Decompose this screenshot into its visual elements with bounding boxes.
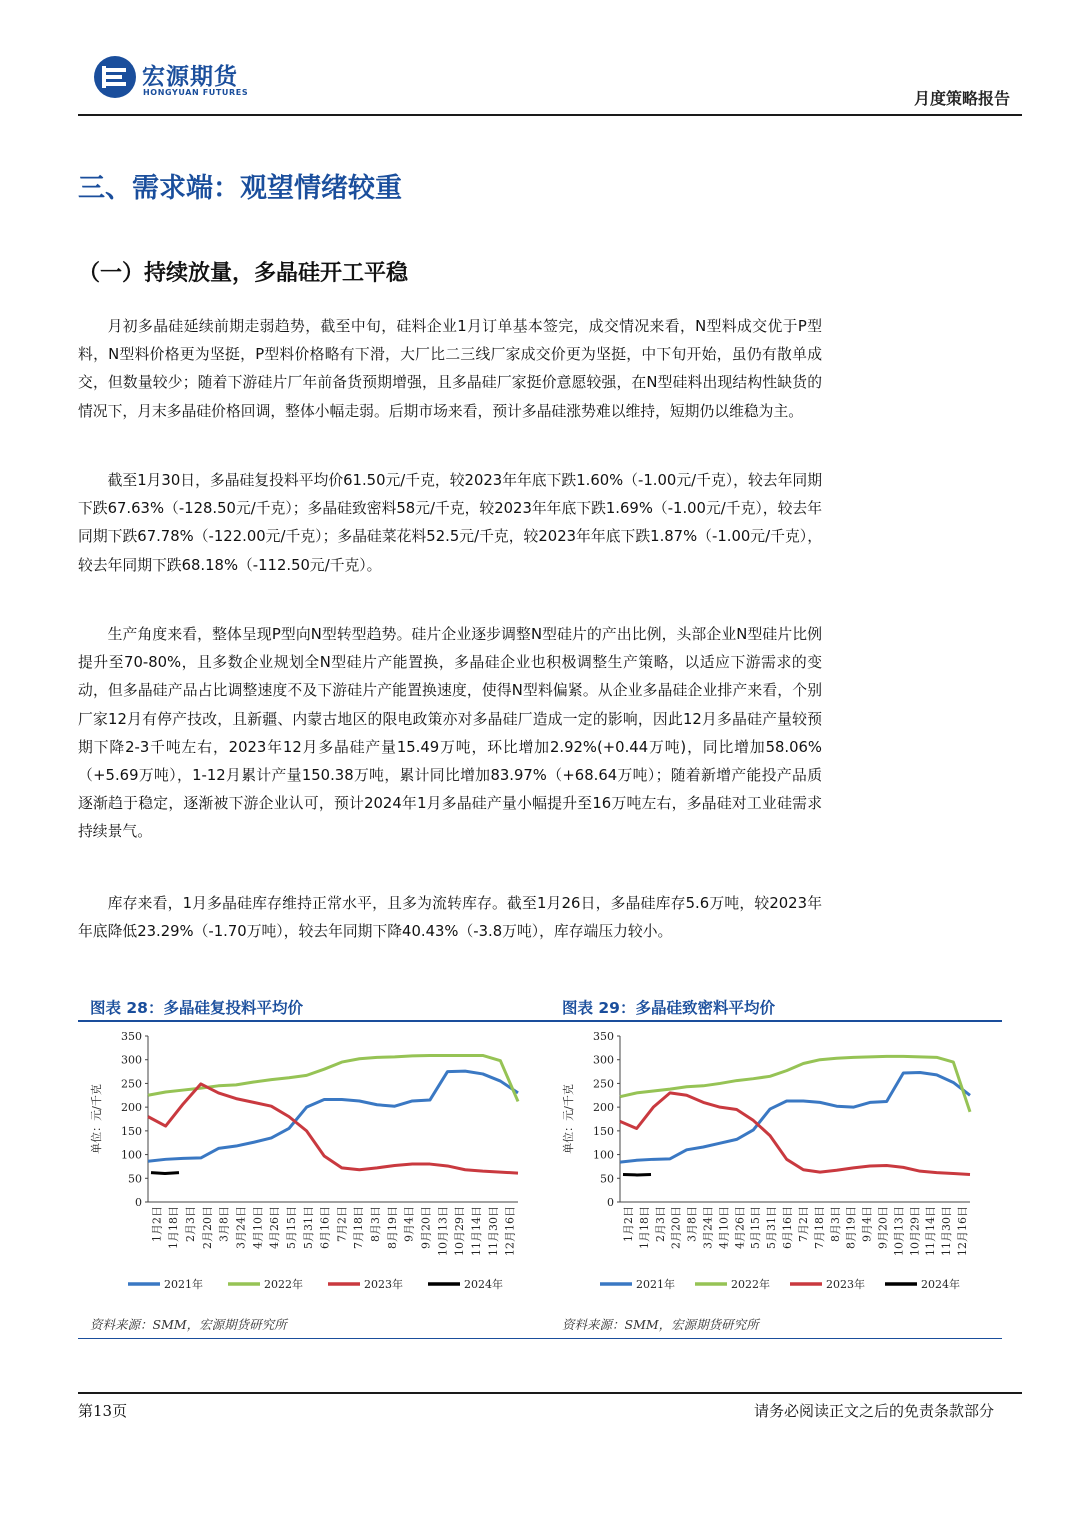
legend-label: 2021年 — [164, 1278, 203, 1291]
chart-recycled-polysilicon-price — [78, 1026, 550, 1312]
x-tick-label: 7月2日 — [796, 1206, 810, 1242]
x-tick-label: 12月16日 — [503, 1206, 517, 1256]
paragraph-prices: 截至1月30日，多晶硅复投料平均价61.50元/千克，较2023年年底下跌1.60%（-1.00元/千克），较去年同期下跌67.63%（-128.50元/千克）；多晶硅致密料58元/千克，较2023年年底下跌1.69%（-1.00元/千克），较去年同期下跌67.78%（-122.00元/千克）；多晶硅菜花料52.5元/千克，较2023年年底下跌1.87%（-1.00元/千克），较去年同期下跌68.18%（-112.50元/千克）。 — [78, 472, 822, 574]
x-tick-label: 11月14日 — [924, 1206, 938, 1256]
x-tick-label: 5月31日 — [301, 1206, 315, 1249]
figure-bottom-rule — [550, 1338, 1002, 1339]
series-line-1 — [620, 1056, 970, 1111]
x-tick-label: 2月3日 — [653, 1206, 667, 1242]
x-tick-label: 3月24日 — [234, 1206, 248, 1249]
legend-label: 2023年 — [364, 1278, 403, 1291]
paragraph-production: 生产角度来看，整体呈现P型向N型转型趋势。硅片企业逐步调整N型硅片的产出比例，头部企业N型硅片比例提升至70-80%，且多数企业规划全N型硅片产能置换，多晶硅企业也积极调整生产策略，以适应下游需求的变动，但多晶硅产品占比调整速度不及下游硅片产能置换速度，使得N型料偏紧。从企业多晶硅企业排产来看，个别厂家12月有停产技改，且新疆、内蒙古地区的限电政策亦对多晶硅厂造成一定的影响，因此12月多晶硅产量较预期下降2-3千吨左右，2023年12月多晶硅产量15.49万吨，环比增加2.92%(+0.44万吨)，同比增加58.06%（+5.69万吨），1-12月累计产量150.38万吨，累计同比增加83.97%（+68.64万吨）；随着新增产能投产品质逐渐趋于稳定，逐渐被下游企业认可，预计2024年1月多晶硅产量小幅提升至16万吨左右，多晶硅对工业硅需求持续景气。 — [78, 626, 822, 841]
x-tick-label: 10月29日 — [908, 1206, 922, 1256]
x-tick-label: 9月4日 — [402, 1206, 416, 1242]
figure-29 — [550, 992, 1002, 1342]
y-tick-label: 100 — [593, 1148, 614, 1162]
x-tick-label: 1月2日 — [150, 1206, 164, 1242]
y-axis-label: 单位：元/千克 — [562, 1084, 575, 1154]
x-tick-label: 12月16日 — [956, 1206, 970, 1256]
y-tick-label: 150 — [593, 1124, 614, 1138]
y-tick-label: 150 — [121, 1124, 142, 1138]
x-tick-label: 5月31日 — [765, 1206, 779, 1249]
x-tick-label: 11月14日 — [469, 1206, 483, 1256]
x-tick-label: 1月18日 — [637, 1206, 651, 1249]
x-tick-label: 1月2日 — [621, 1206, 635, 1242]
footer-divider — [78, 1392, 1022, 1394]
x-tick-label: 3月24日 — [701, 1206, 715, 1249]
y-tick-label: 250 — [593, 1077, 614, 1091]
series-line-3 — [151, 1173, 179, 1174]
y-tick-label: 350 — [121, 1030, 142, 1043]
figure-title: 图表 28：多晶硅复投料平均价 — [90, 999, 303, 1017]
figure-title-rule — [78, 1020, 550, 1022]
disclaimer-note: 请务必阅读正文之后的免责条款部分 — [753, 1402, 994, 1420]
x-tick-label: 10月13日 — [436, 1206, 450, 1256]
figure-source: 资料来源：SMM，宏源期货研究所 — [90, 1317, 287, 1332]
series-line-1 — [148, 1055, 518, 1101]
x-tick-label: 4月26日 — [268, 1206, 282, 1249]
x-tick-label: 6月16日 — [318, 1206, 332, 1249]
chart-dense-polysilicon-price — [550, 1026, 1002, 1312]
legend-label: 2024年 — [921, 1278, 960, 1291]
report-type: 月度策略报告 — [913, 89, 1010, 108]
x-tick-label: 9月4日 — [860, 1206, 874, 1242]
y-axis-label: 单位：元/千克 — [90, 1084, 103, 1154]
legend-label: 2021年 — [636, 1278, 675, 1291]
y-tick-label: 250 — [121, 1077, 142, 1091]
y-tick-label: 0 — [607, 1196, 614, 1209]
x-tick-label: 7月2日 — [335, 1206, 349, 1242]
x-tick-label: 3月8日 — [217, 1206, 231, 1242]
figure-title-rule — [550, 1020, 1002, 1022]
y-tick-label: 200 — [593, 1101, 614, 1115]
series-line-2 — [148, 1084, 518, 1173]
y-tick-label: 0 — [135, 1196, 142, 1209]
x-tick-label: 2月3日 — [184, 1206, 198, 1242]
figure-source: 资料来源：SMM，宏源期货研究所 — [562, 1317, 759, 1332]
logo-chinese-name: 宏源期货 — [142, 64, 238, 90]
page-number: 第13页 — [78, 1402, 128, 1420]
x-tick-label: 5月15日 — [284, 1206, 298, 1249]
x-tick-label: 8月3日 — [369, 1206, 383, 1242]
y-tick-label: 350 — [593, 1030, 614, 1043]
subsection-title: （一）持续放量，多晶硅开工平稳 — [78, 261, 409, 286]
x-tick-label: 2月20日 — [200, 1206, 214, 1249]
x-tick-label: 11月30日 — [486, 1206, 500, 1256]
y-tick-label: 300 — [593, 1053, 614, 1067]
company-logo — [92, 54, 272, 106]
header-divider — [78, 114, 1022, 116]
x-tick-label: 8月3日 — [828, 1206, 842, 1242]
x-tick-label: 3月8日 — [685, 1206, 699, 1242]
paragraph-market-summary: 月初多晶硅延续前期走弱趋势，截至中旬，硅料企业1月订单基本签完，成交情况来看，N型料成交优于P型料，N型料价格更为坚挺，P型料价格略有下滑，大厂比二三线厂家成交价更为坚挺，中下旬开始，虽仍有散单成交，但数量较少；随着下游硅片厂年前备货预期增强，且多晶硅厂家挺价意愿较强，在N型硅料出现结构性缺货的情况下，月末多晶硅价格回调，整体小幅走弱。后期市场来看，预计多晶硅涨势难以维持，短期仍以维稳为主。 — [78, 318, 822, 420]
x-tick-label: 1月18日 — [167, 1206, 181, 1249]
figure-28 — [78, 992, 550, 1342]
y-tick-label: 50 — [600, 1172, 614, 1186]
x-tick-label: 11月30日 — [940, 1206, 954, 1256]
legend-label: 2022年 — [731, 1278, 770, 1291]
legend-label: 2022年 — [264, 1278, 303, 1291]
x-tick-label: 9月20日 — [419, 1206, 433, 1249]
series-line-2 — [620, 1093, 970, 1175]
legend-label: 2024年 — [464, 1278, 503, 1291]
x-tick-label: 8月19日 — [844, 1206, 858, 1249]
y-tick-label: 50 — [128, 1172, 142, 1186]
x-tick-label: 9月20日 — [876, 1206, 890, 1249]
y-tick-label: 200 — [121, 1101, 142, 1115]
hongyuan-logo-icon — [92, 54, 138, 100]
x-tick-label: 10月13日 — [892, 1206, 906, 1256]
y-tick-label: 300 — [121, 1053, 142, 1067]
legend-label: 2023年 — [826, 1278, 865, 1291]
x-tick-label: 4月26日 — [733, 1206, 747, 1249]
logo-english-name: HONGYUAN FUTURES — [143, 88, 249, 97]
y-tick-label: 100 — [121, 1148, 142, 1162]
section-title: 三、需求端：观望情绪较重 — [78, 173, 402, 204]
x-tick-label: 4月10日 — [717, 1206, 731, 1249]
x-tick-label: 6月16日 — [781, 1206, 795, 1249]
series-line-0 — [620, 1073, 970, 1163]
x-tick-label: 4月10日 — [251, 1206, 265, 1249]
paragraph-inventory: 库存来看，1月多晶硅库存维持正常水平，且多为流转库存。截至1月26日，多晶硅库存5.6万吨，较2023年年底降低23.29%（-1.70万吨），较去年同期下降40.43%（-3.8万吨），库存端压力较小。 — [78, 895, 822, 941]
x-tick-label: 8月19日 — [385, 1206, 399, 1249]
figure-title: 图表 29：多晶硅致密料平均价 — [562, 999, 775, 1017]
x-tick-label: 7月18日 — [812, 1206, 826, 1249]
figure-bottom-rule — [78, 1338, 550, 1339]
x-tick-label: 2月20日 — [669, 1206, 683, 1249]
x-tick-label: 10月29日 — [453, 1206, 467, 1256]
x-tick-label: 7月18日 — [352, 1206, 366, 1249]
x-tick-label: 5月15日 — [749, 1206, 763, 1249]
